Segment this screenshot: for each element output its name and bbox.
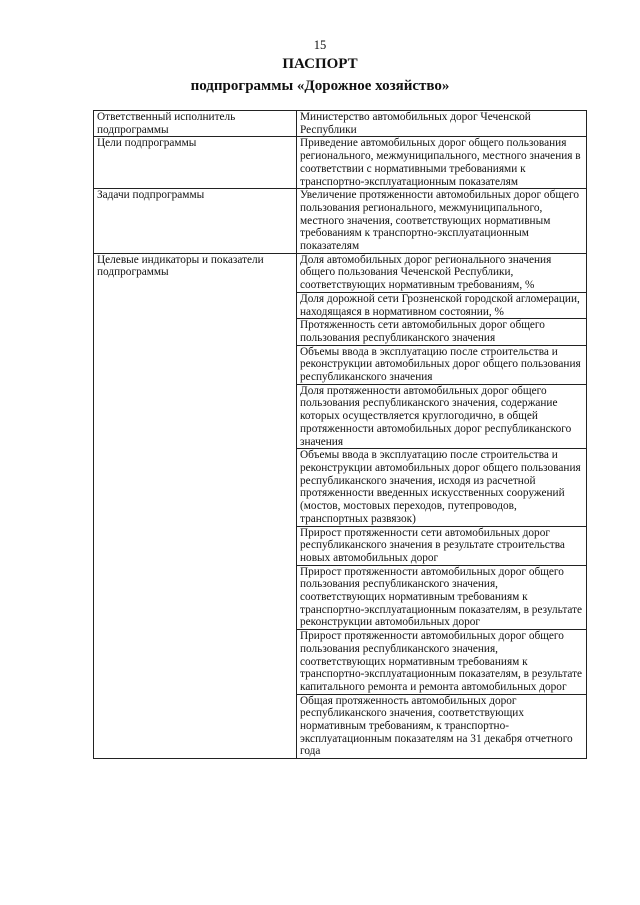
indicator-item: Объемы ввода в эксплуатацию после строительства и реконструкции автомобильных дорог общего пользования республиканского значения bbox=[297, 345, 587, 384]
row-value: Увеличение протяженности автомобильных дорог общего пользования регионального, межмуниципального, местного значения, соответствующих нормативным требованиям к транспортно-эксплуатационным показателям bbox=[297, 189, 587, 254]
document-subtitle: подпрограммы «Дорожное хозяйство» bbox=[190, 78, 450, 94]
indicator-item: Доля протяженности автомобильных дорог общего пользования республиканского значения, содержание которых осуществляется круглогодично, в общей протяженности автомобильных дорог республиканского значения bbox=[297, 384, 587, 449]
passport-table bbox=[93, 110, 587, 759]
row-label: Задачи подпрограммы bbox=[94, 189, 297, 254]
indicator-item: Объемы ввода в эксплуатацию после строительства и реконструкции автомобильных дорог общего пользования республиканского значения, исходя из расчетной протяженности введенных искусственных сооружений (мостов, мостовых переходов, путепроводов, транспортных развязок) bbox=[297, 449, 587, 526]
table-row-indicator bbox=[94, 253, 587, 292]
table-row-goals bbox=[94, 137, 587, 189]
row-label: Цели подпрограммы bbox=[94, 137, 297, 189]
document-title: ПАСПОРТ bbox=[282, 56, 358, 72]
row-value: Приведение автомобильных дорог общего пользования регионального, межмуниципального, местного значения в соответствии с нормативными требованиями к транспортно-эксплуатационным показателям bbox=[297, 137, 587, 189]
indicator-item: Доля автомобильных дорог регионального значения общего пользования Чеченской Республики, соответствующих нормативным требованиям, % bbox=[297, 253, 587, 292]
row-value: Министерство автомобильных дорог Чеченской Республики bbox=[297, 111, 587, 137]
indicator-item: Общая протяженность автомобильных дорог республиканского значения, соответствующих нормативным требованиям, к транспортно-эксплуатационным показателям на 31 декабря отчетного года bbox=[297, 694, 587, 759]
indicator-item: Протяженность сети автомобильных дорог общего пользования республиканского значения bbox=[297, 319, 587, 345]
page-number: 15 bbox=[313, 38, 327, 52]
row-label: Ответственный исполнитель подпрограммы bbox=[94, 111, 297, 137]
indicators-label: Целевые индикаторы и показатели подпрограммы bbox=[94, 253, 297, 758]
indicator-item: Доля дорожной сети Грозненской городской агломерации, находящаяся в нормативном состоянии, % bbox=[297, 292, 587, 318]
indicator-item: Прирост протяженности сети автомобильных дорог республиканского значения в результате строительства новых автомобильных дорог bbox=[297, 526, 587, 565]
indicator-item: Прирост протяженности автомобильных дорог общего пользования республиканского значения, соответствующих нормативным требованиям к транспортно-эксплуатационным показателям, в результате реконструкции автомобильных дорог bbox=[297, 565, 587, 630]
table-row-responsible bbox=[94, 111, 587, 137]
table-row-tasks bbox=[94, 189, 587, 254]
indicator-item: Прирост протяженности автомобильных дорог общего пользования республиканского значения, соответствующих нормативным требованиям к транспортно-эксплуатационным показателям, в результате капитального ремонта и ремонта автомобильных дорог bbox=[297, 630, 587, 695]
